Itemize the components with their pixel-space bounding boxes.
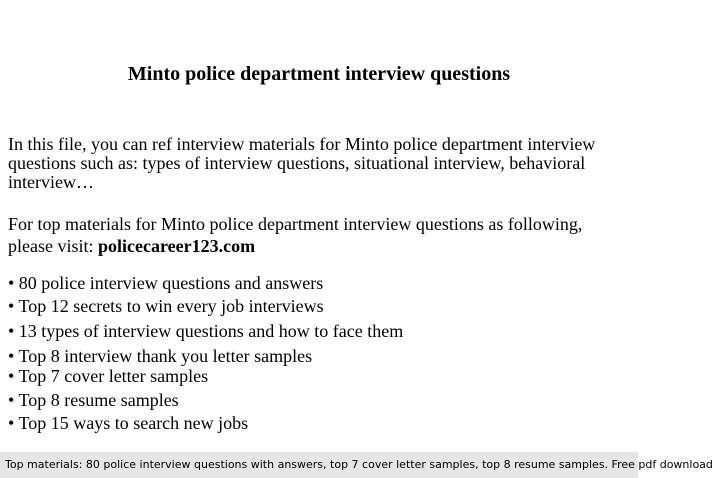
footer-bar: Top materials: 80 police interview questions with answers, top 7 cover letter samples, top 8 resume samples. Free pdf download	[0, 452, 638, 478]
visit-prefix: please visit:	[8, 236, 98, 256]
website-link[interactable]: policecareer123.com	[97, 236, 256, 256]
list-item: • Top 12 secrets to win every job interviews	[8, 296, 324, 316]
page-title: Minto police department interview questions	[127, 63, 511, 85]
visit-line: For top materials for Minto police department interview questions as following,	[8, 214, 583, 234]
list-item: • 80 police interview questions and answers	[8, 273, 324, 293]
list-item: • Top 7 cover letter samples	[8, 366, 209, 386]
intro-paragraph: In this file, you can ref interview materials for Minto police department interview questions such as: types of interview questions, situational interview, behavioral interview…	[8, 134, 596, 192]
visit-line-2	[8, 235, 628, 257]
list-item: • Top 15 ways to search new jobs	[8, 413, 249, 433]
visit-paragraph	[8, 213, 628, 257]
list-item: • Top 8 resume samples	[8, 390, 179, 410]
list-item: • Top 8 interview thank you letter samples	[8, 346, 313, 366]
list-item: • 13 types of interview questions and how to face them	[8, 321, 404, 341]
